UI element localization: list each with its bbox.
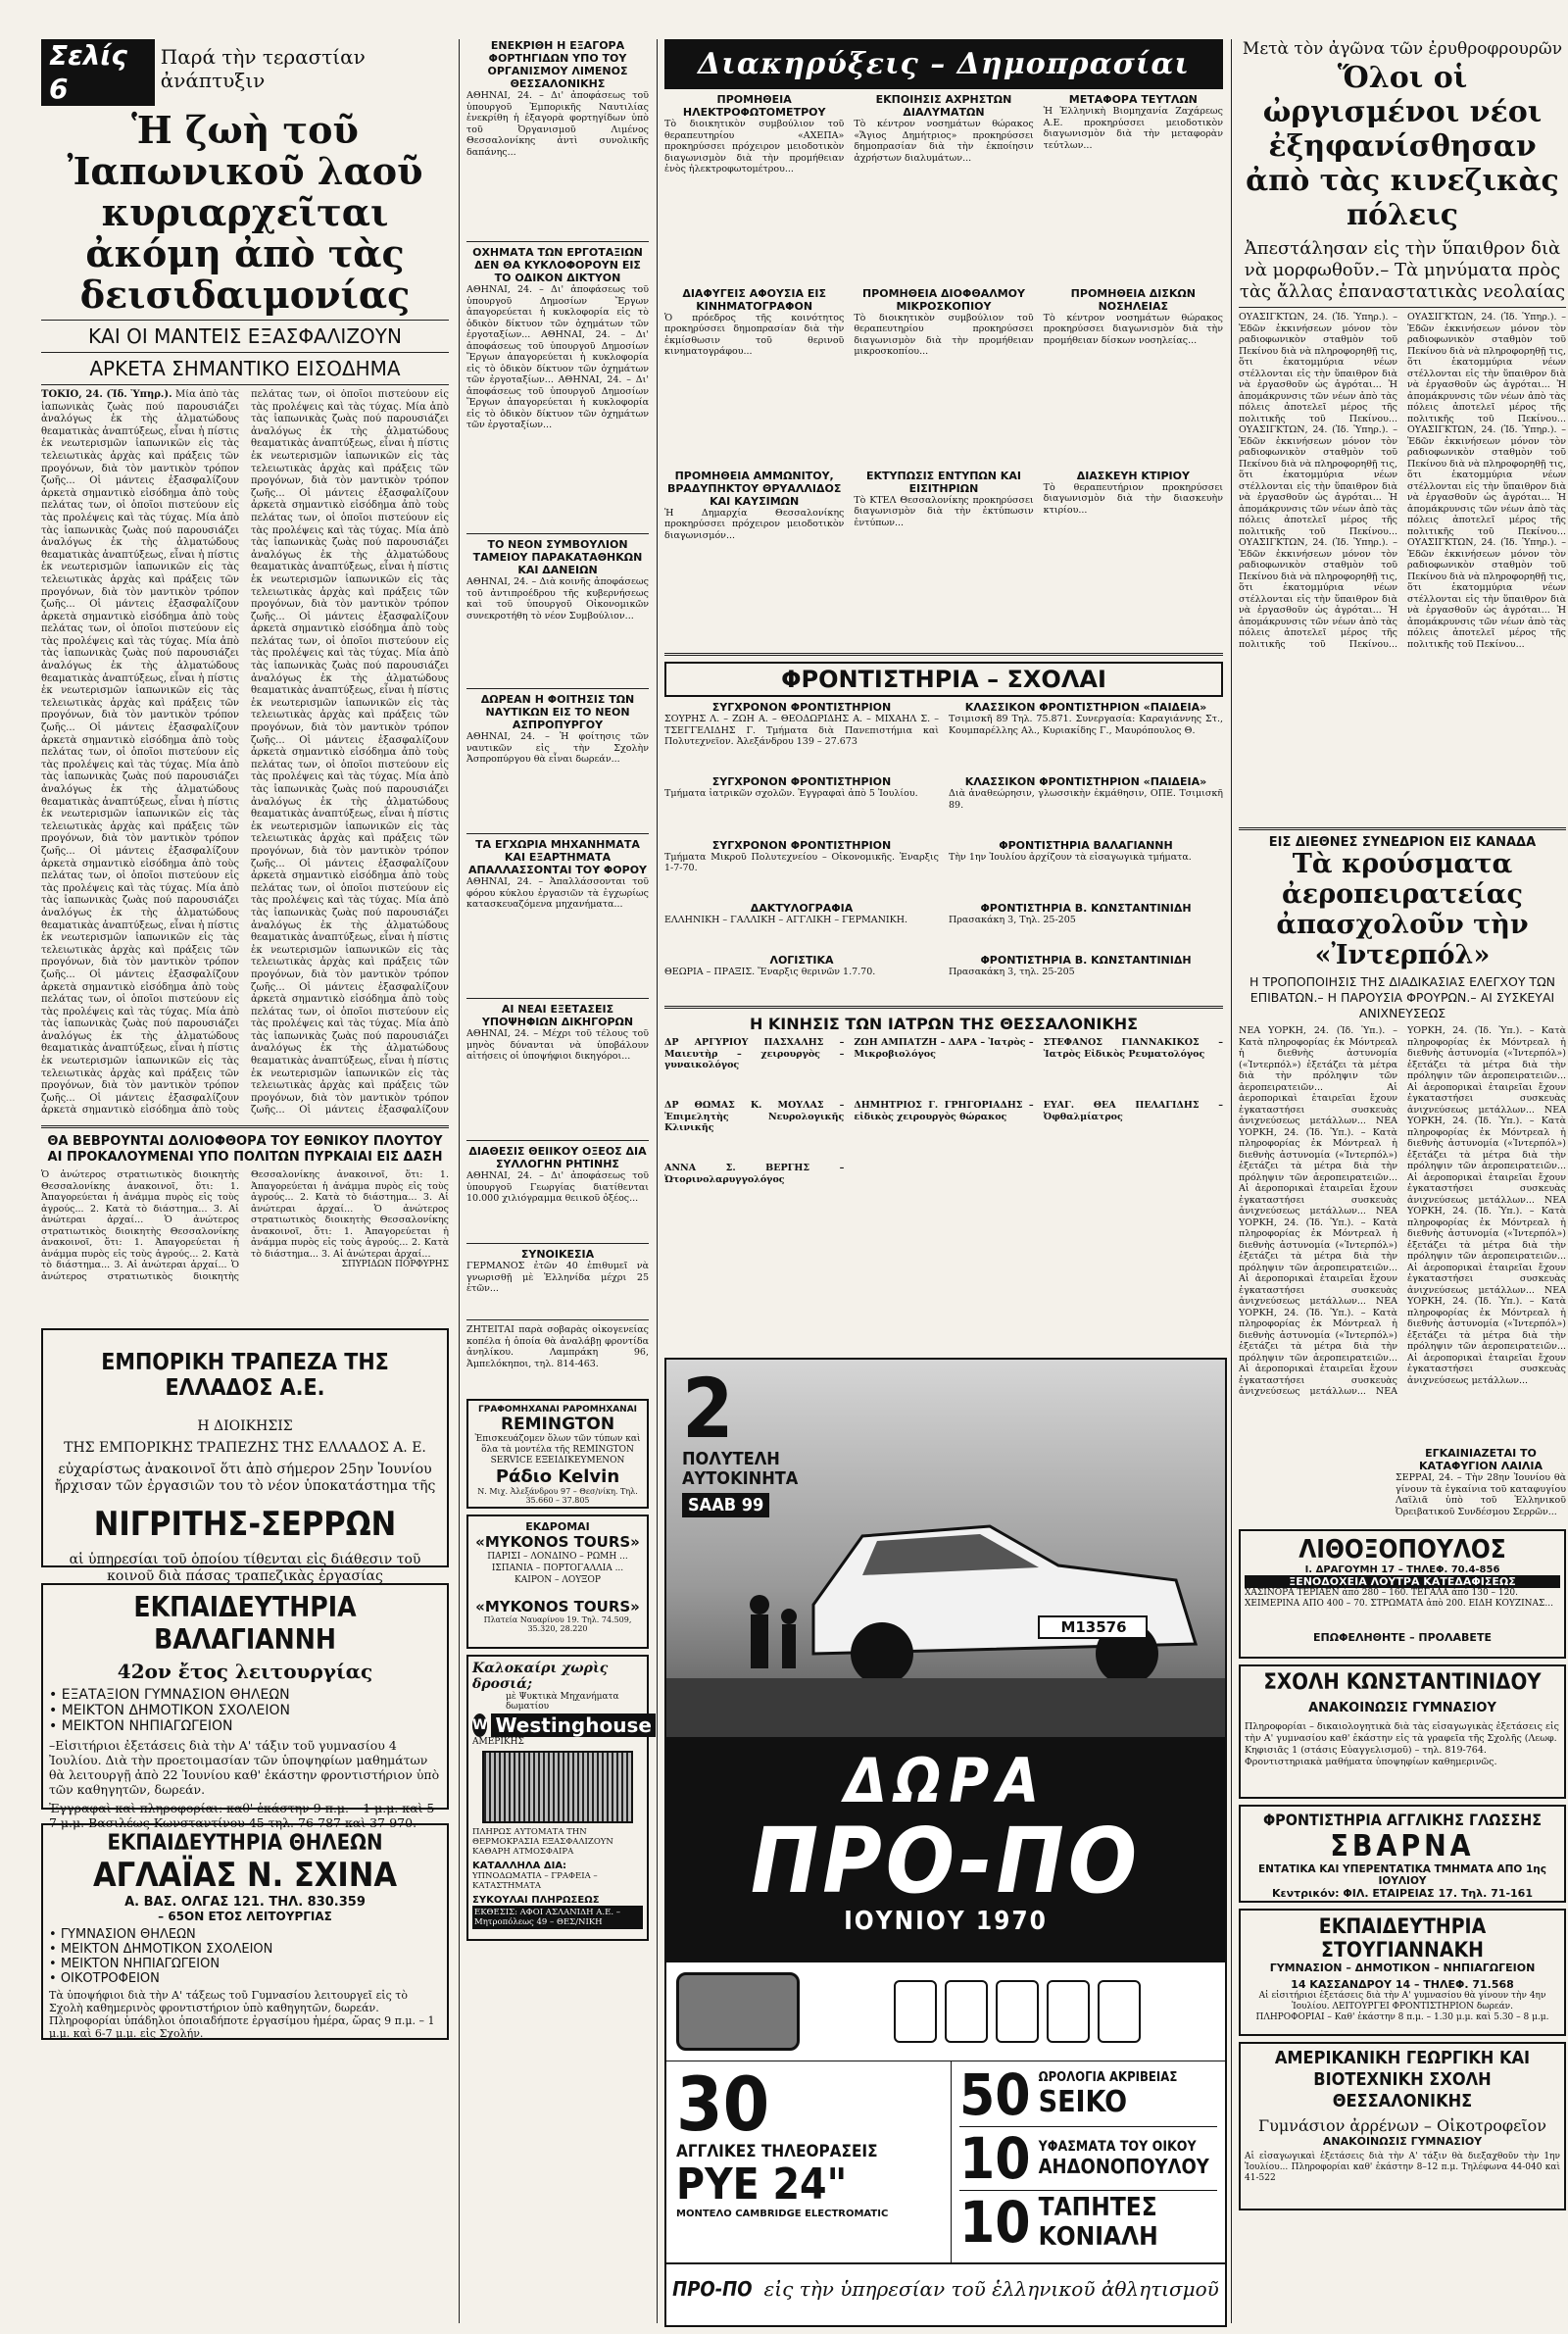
ad-head: ΦΡΟΝΤΙΣΤΗΡΙΑ ΑΓΓΛΙΚΗΣ ΓΛΩΣΣΗΣ (1262, 1811, 1543, 1829)
school-item (664, 954, 939, 1000)
ad-text: Ἐγγραφαὶ καὶ πληροφορίαι: καθ' ἑκάστην 9 π.μ. – 1 μ.μ. καὶ 5–7 μ.μ. Βασιλέως Κωνσταντίνου 45 τηλ. 76-787 καὶ 37-970. (49, 1801, 441, 1830)
ad-item: • ΜΕΙΚΤΟΝ ΔΗΜΟΤΙΚΟΝ ΣΧΟΛΕΙΟΝ (49, 1703, 290, 1718)
school-item-body: Τσιμισκῆ 89 Τηλ. 75.871. Συνεργασία: Καραγιάννης Στ., Κουμπαρέλλης Αλ., Κυριακίδης Γ., Μαυρόπουλος Θ. (949, 714, 1223, 736)
notice-item (664, 287, 844, 464)
schools-title: ΦΡΟΝΤΙΣΤΗΡΙΑ – ΣΧΟΛΑΙ (664, 662, 1223, 697)
ad-info: ΠΛΗΡΟΦΟΡΙΑΙ – Καθ' ἑκάστην 8 π.μ. – 1.30 μ.μ. καὶ 5.30 – 8 μ.μ. (1255, 2012, 1549, 2022)
doctor-item: ΔΡ ΘΩΜΑΣ Κ. ΜΟΥΛΑΣ – Ἐπιμελητὴς Νευρολογικῆς Κλινικῆς (664, 1100, 845, 1134)
article-subhead: Η ΤΡΟΠΟΠΟΙΗΣΙΣ ΤΗΣ ΔΙΑΔΙΚΑΣΙΑΣ ΕΛΕΓΧΟΥ ΤΩΝ ΕΠΙΒΑΤΩΝ.– Η ΠΑΡΟΥΣΙΑ ΦΡΟΥΡΩΝ.– ΑΙ ΣΥΣΚΕΥΑΙ ΑΝΙΧΝΕΥΣΕΩΣ (1250, 974, 1555, 1020)
notice-item-body: Ὁ πρόεδρος τῆς κοινότητος προκηρύσσει δημοπρασίαν διὰ τὴν ἐκμίσθωσιν τοῦ θερινοῦ κινηματογράφου... (664, 312, 845, 357)
ad-brand: REMINGTON (500, 1415, 615, 1434)
prize-brand: ΚΟΝΙΑΛΗ (1038, 2222, 1158, 2252)
ad-text: –Εἰσιτήριοι ἐξετάσεις διὰ τὴν Α' τάξιν τοῦ γυμνασίου 4 Ἰουλίου. Διὰ τὴν προετοιμασίαν τῶν ὑποψηφίων μαθημάτων θὰ λειτουργῇ ἀπὸ 22 Ἰουνίου καθ' ἑκάστην φροντιστήριον ὑπὸ τῶν καθηγητῶν, δωρεάν. (49, 1738, 440, 1797)
classified-title: ΣΥΝΟΙΚΕΣΙΑ (520, 1248, 595, 1261)
ad-branch: ΝΙΓΡΙΤΗΣ-ΣΕΡΡΩΝ (93, 1505, 397, 1544)
article-body: ΑΘΗΝΑΙ, 24. – Δι' ἀποφάσεως τοῦ ὑπουργοῦ Γεωργίας διατίθενται 10.000 χιλιόγραμμα θειικοῦ ὀξέος... (466, 1170, 649, 1204)
prize-count: 30 (676, 2061, 770, 2148)
article-body: ΟΥΑΣΙΓΚΤΩΝ, 24. (Ἰδ. Ὑπηρ.). – Ἐδῶν ἐκκινήσεων μόνον τὸν ραδιοφωνικὸν σταθμὸν τοῦ Πεκίνου διὰ νὰ πληροφορηθῇ τις, ὅτι ἑκατομμύρια νέων στέλλονται εἰς τὴν ὕπαιθρον διὰ νὰ ἐργασθοῦν ὡς ἀγρόται... Ἡ ἀπομάκρυνσις τῶν νέων ἀπὸ τὰς πόλεις ἀποτελεῖ μέρος τῆς πολιτικῆς τοῦ Πεκίνου... (1239, 424, 1397, 537)
ad-store-head: ΚΑΤΑΛΛΗΛΑ ΔΙΑ: (472, 1861, 567, 1871)
ad-westinghouse (466, 1655, 652, 1941)
school-item-title: ΣΥΓΧΡΟΝΟΝ ΦΡΟΝΤΙΣΤΗΡΙΟΝ (711, 775, 892, 788)
ad-propo (664, 1358, 1227, 2327)
license-plate: M13576 (1060, 1618, 1127, 1636)
ad-sub: Γυμνάσιον ἀρρένων – Οἰκοτροφεῖον (1257, 2116, 1546, 2135)
prize-brand: PYE 24" (676, 2160, 848, 2210)
doctor-item: ΕΥΑΓ. ΘΕΑ ΠΕΛΑΓΙΔΗΣ – Ὀφθαλμίατρος (1043, 1100, 1223, 1122)
car-illustration (666, 1360, 1225, 1737)
article-body: ΝΕΑ ΥΟΡΚΗ, 24. (Ἰδ. Ὑπ.). – Κατὰ πληροφορίας ἐκ Μόντρεαλ ἡ διεθνὴς ἀστυνομία («Ἰντερπόλ») ἐξετάζει τὰ μέτρα διὰ τὴν πρόληψιν τῶν ἀεροπειρατειῶν... Αἱ ἀεροπορικαὶ ἑταιρεῖαι ἔχουν ἐγκαταστήσει συσκευὰς ἀνιχνεύσεως μετάλλων... (1407, 1194, 1566, 1296)
doctor-item: ΣΤΕΦΑΝΟΣ ΓΙΑΝΝΑΚΙΚΟΣ – Ἰατρὸς Εἰδικὸς Ρευματολόγος (1043, 1037, 1223, 1060)
article-body: Μία ἀπὸ τὰς ἰαπωνικὰς ζωὰς πού παρουσιάζει ἀναλόγως ἐκ τὴς ἀλματώδους θεαματικὰς ἀναπτύξεως, εἶναι ἡ πίστις ἐκ νεωτερισμῶν ἰαπωνικῶν εἰς τὰς τελειωτικὰς ἀρχὰς καὶ πράξεις τῶν προγόνων, διὰ τὸν μαντικὸν τρόπον ζωῆς... Οἱ μάντεις ἐξασφαλίζουν ἀρκετὰ σημαντικὸ εἰσόδημα ἀπὸ τοὺς πελάτας των, οἱ ὁποῖοι πιστεύουν εἰς τὰς προλέψεις καὶ τὰς τύχας. (251, 771, 449, 907)
article-body: Μία ἀπὸ τὰς ἰαπωνικὰς ζωὰς πού παρουσιάζει ἀναλόγως ἐκ τὴς ἀλματώδους θεαματικὰς ἀναπτύξεως, εἶναι ἡ πίστις ἐκ νεωτερισμῶν ἰαπωνικῶν εἰς τὰς τελειωτικὰς ἀρχὰς καὶ πράξεις τῶν προγόνων, διὰ τὸν μαντικὸν τρόπον ζωῆς... Οἱ μάντεις ἐξασφαλίζουν ἀρκετὰ σημαντικὸ εἰσόδημα ἀπὸ τοὺς πελάτας των, οἱ ὁποῖοι πιστεύουν εἰς τὰς προλέψεις καὶ τὰς τύχας. (41, 635, 239, 770)
ad-sub: ΑΝΑΚΟΙΝΩΣΙΣ ΓΥΜΝΑΣΙΟΥ (1322, 2135, 1483, 2148)
kicker: Μετὰ τὸν ἀγῶνα τῶν ἐρυθροφρουρῶν (1242, 39, 1563, 59)
article-title: ΑΙ ΝΕΑΙ ΕΞΕΤΑΣΕΙΣ ΥΠΟΨΗΦΙΩΝ ΔΙΚΗΓΟΡΩΝ (481, 1003, 634, 1028)
notice-item-body: Τὸ θεραπευτήριον προκηρύσσει διαγωνισμὸν διὰ τὴν διασκευὴν κτιρίου... (1043, 481, 1223, 516)
notice-item-body: Ἡ Δημαρχία Θεσσαλονίκης προκηρύσσει πρόχειρον μειοδοτικὸν διαγωνισμόν... (664, 507, 845, 541)
article-body: ΑΘΗΝΑΙ, 24. – Διὰ κοινῆς ἀποφάσεως τοῦ ἀντιπροέδρου τῆς κυβερνήσεως καὶ τοῦ ὑπουργοῦ Οἰκονομικῶν συνεκροτήθη τὸ νέον Συμβούλιον... (466, 576, 649, 621)
school-item (949, 839, 1223, 897)
notice-item-body: Τὸ διοικητικὸν συμβούλιον τοῦ θεραπευτηρίου προκηρύσσει διαγωνισμὸν διὰ τὴν προμήθειαν μικροσκοπίου... (854, 312, 1034, 357)
article-body: Μία ἀπὸ τὰς ἰαπωνικὰς ζωὰς πού παρουσιάζει ἀναλόγως ἐκ τὴς ἀλματώδους θεαματικὰς ἀναπτύξεως, εἶναι ἡ πίστις ἐκ νεωτερισμῶν ἰαπωνικῶν εἰς τὰς τελειωτικὰς ἀρχὰς καὶ πράξεις τῶν προγόνων, διὰ τὸν μαντικὸν τρόπον ζωῆς... Οἱ μάντεις ἐξασφαλίζουν ἀρκετὰ σημαντικὸ εἰσόδημα ἀπὸ τοὺς πελάτας των, οἱ ὁποῖοι πιστεύουν εἰς τὰς προλέψεις καὶ τὰς τύχας. (41, 882, 239, 1018)
newspaper-page (41, 39, 1566, 2323)
doctors-grid (664, 1037, 1223, 1209)
school-item (949, 701, 1223, 770)
notice-item (854, 470, 1033, 648)
article-body: Μία ἀπὸ τὰς ἰαπωνικὰς ζωὰς πού παρουσιάζει ἀναλόγως ἐκ τὴς ἀλματώδους θεαματικὰς ἀναπτύξεως, εἶναι ἡ πίστις ἐκ νεωτερισμῶν ἰαπωνικῶν εἰς τὰς τελειωτικὰς ἀρχὰς καὶ πράξεις τῶν προγόνων, διὰ τὸν μαντικὸν τρόπον ζωῆς... Οἱ μάντεις ἐξασφαλίζουν ἀρκετὰ σημαντικὸ εἰσόδημα ἀπὸ τοὺς πελάτας των, οἱ ὁποῖοι πιστεύουν εἰς τὰς προλέψεις καὶ τὰς τύχας. (41, 512, 239, 647)
ad-sub: ΑΝΑΚΟΙΝΩΣΙΣ ΓΥΜΝΑΣΙΟΥ (1308, 1701, 1496, 1715)
ad-title: ΣΧΟΛΗ ΚΩΝΣΤΑΝΤΙΝΙΔΟΥ (1263, 1670, 1542, 1695)
article-headline: Τὰ κρούσματα ἀεροπειρατείας ἀπασχολοῦν τὴν «Ἰντερπόλ» (1276, 849, 1529, 970)
doctors-title: Η ΚΙΝΗΣΙΣ ΤΩΝ ΙΑΤΡΩΝ ΤΗΣ ΘΕΣΣΑΛΟΝΙΚΗΣ (749, 1015, 1139, 1033)
ad-brand: Westinghouse (491, 1713, 655, 1737)
tv-icon (676, 1972, 800, 2051)
article-body: ΝΕΑ ΥΟΡΚΗ, 24. (Ἰδ. Ὑπ.). – Κατὰ πληροφορίας ἐκ Μόντρεαλ ἡ διεθνὴς ἀστυνομία («Ἰντερπόλ») ἐξετάζει τὰ μέτρα διὰ τὴν πρόληψιν τῶν ἀεροπειρατειῶν... Αἱ ἀεροπορικαὶ ἑταιρεῖαι ἔχουν ἐγκαταστήσει συσκευὰς ἀνιχνεύσεως μετάλλων... (1239, 1025, 1397, 1126)
prize-brand: SAAB 99 (682, 1493, 769, 1517)
notice-item (664, 470, 844, 648)
doctor-item: ΔΡ ΑΡΓΥΡΙΟΥ ΠΑΣΧΑΛΗΣ – Μαιευτὴρ – χειρουργὸς – γυναικολόγος (664, 1037, 845, 1070)
notice-item-title: ΜΕΤΑΦΟΡΑ ΤΕΥΤΛΩΝ (1068, 93, 1198, 106)
article-title: ΔΩΡΕΑΝ Η ΦΟΙΤΗΣΙΣ ΤΩΝ ΝΑΥΤΙΚΩΝ ΕΙΣ ΤΟ ΝΕΟΝ ΑΣΠΡΟΠΥΡΓΟΥ (480, 693, 635, 731)
ad-address: 14 ΚΑΣΣΑΝΔΡΟΥ 14 – ΤΗΛΕΦ. 71.568 (1291, 1978, 1514, 1991)
ad-name: ΛΙΘΟΞΟΠΟΥΛΟΣ (1298, 1535, 1506, 1564)
school-item-title: ΣΥΓΧΡΟΝΟΝ ΦΡΟΝΤΙΣΤΗΡΙΟΝ (711, 701, 892, 714)
notice-item (1044, 93, 1223, 281)
ad-title: ΑΜΕΡΙΚΑΝΙΚΗ ΓΕΩΡΓΙΚΗ ΚΑΙ ΒΙΟΤΕΧΝΙΚΗ ΣΧΟΛΗ ΘΕΣΣΑΛΟΝΙΚΗΣ (1274, 2048, 1531, 2111)
article-title: ΕΙΣ ΔΙΕΘΝΕΣ ΣΥΝΕΔΡΙΟΝ ΕΙΣ ΚΑΝΑΔΑ (1268, 835, 1537, 850)
ad-month: ΙΟΥΝΙΟΥ 1970 (844, 1907, 1048, 1936)
ad-distributor-address: ΕΚΘΕΣΙΣ: ΑΦΟΙ ΑΣΛΑΝΙΔΗ Α.Ε. – Μητροπόλεως 49 – ΘΕΣ/ΝΙΚΗ (472, 1906, 643, 1929)
article-body: ΟΥΑΣΙΓΚΤΩΝ, 24. (Ἰδ. Ὑπηρ.). – Ἐδῶν ἐκκινήσεων μόνον τὸν ραδιοφωνικὸν σταθμὸν τοῦ Πεκίνου διὰ νὰ πληροφορηθῇ τις, ὅτι ἑκατομμύρια νέων στέλλονται εἰς τὴν ὕπαιθρον διὰ νὰ ἐργασθοῦν ὡς ἀγρόται... Ἡ ἀπομάκρυνσις τῶν νέων ἀπὸ τὰς πόλεις ἀποτελεῖ μέρος τῆς πολιτικῆς τοῦ Πεκίνου... (1407, 312, 1566, 424)
school-item-title: ΛΟΓΙΣΤΙΚΑ (769, 954, 834, 967)
school-item-body: ΕΛΛΗΝΙΚΗ – ΓΑΛΛΙΚΗ – ΑΓΓΛΙΚΗ – ΓΕΡΜΑΝΙΚΗ. (664, 915, 908, 925)
notice-item-body: Ἡ Ἑλληνικὴ Βιομηχανία Ζαχάρεως Α.Ε. προκηρύσσει μειοδοτικὸν διαγωνισμὸν διὰ τὴν μεταφορὰν τεύτλων... (1043, 106, 1223, 151)
article-body: ΑΘΗΝΑΙ, 24. – Ἀπαλλάσσονται τοῦ φόρου κύκλου ἐργασιῶν τὰ ἐγχωρίως κατασκευαζόμενα μηχανήματα... (466, 876, 649, 910)
article-body: Ὁ ἀνώτερος στρατιωτικὸς διοικητὴς Θεσσαλονίκης ἀνακοινοῖ, ὅτι: 1. Ἀπαγορεύεται ἡ ἀνάμμα πυρὸς εἰς τοὺς ἀγρούς... 2. Κατὰ τὸ διάστημα... 3. Αἱ ἀνώτεραι ἀρχαί... (41, 1215, 239, 1270)
article-body: Ὁ ἀνώτερος στρατιωτικὸς διοικητὴς Θεσσαλονίκης ἀνακοινοῖ, ὅτι: 1. Ἀπαγορεύεται ἡ ἀνάμμα πυρὸς εἰς τοὺς ἀγρούς... 2. Κατὰ τὸ διάστημα... 3. Αἱ ἀνώτεραι ἀρχαί... (41, 1169, 449, 1282)
article-body: ΑΘΗΝΑΙ, 24. – Μέχρι τοῦ τέλους τοῦ μηνὸς δύνανται νὰ ὑποβάλουν αἰτήσεις οἱ ὑποψήφιοι δικηγόροι... (466, 1028, 649, 1062)
article-body: Μία ἀπὸ τὰς ἰαπωνικὰς ζωὰς πού παρουσιάζει ἀναλόγως ἐκ τὴς ἀλματώδους θεαματικὰς ἀναπτύξεως, εἶναι ἡ πίστις ἐκ νεωτερισμῶν ἰαπωνικῶν εἰς τὰς τελειωτικὰς ἀρχὰς καὶ πράξεις τῶν προγόνων, διὰ τὸν μαντικὸν τρόπον ζωῆς... Οἱ μάντεις ἐξασφαλίζουν ἀρκετὰ σημαντικὸ εἰσόδημα ἀπὸ τοὺς πελάτας των, οἱ ὁποῖοι πιστεύουν εἰς τὰς προλέψεις καὶ τὰς τύχας. (251, 524, 449, 660)
ad-year: 42ον ἔτος λειτουργίας (117, 1660, 373, 1683)
article-body: Μία ἀπὸ τὰς ἰαπωνικὰς ζωὰς πού παρουσιάζει ἀναλόγως ἐκ τὴς ἀλματώδους θεαματικὰς ἀναπτύξεως, εἶναι ἡ πίστις ἐκ νεωτερισμῶν ἰαπωνικῶν εἰς τὰς τελειωτικὰς ἀρχὰς καὶ πράξεις τῶν προγόνων, διὰ τὸν μαντικὸν τρόπον ζωῆς... Οἱ μάντεις ἐξασφαλίζουν ἀρκετὰ σημαντικὸ εἰσόδημα ἀπὸ τοὺς πελάτας των, οἱ ὁποῖοι πιστεύουν εἰς τὰς προλέψεις καὶ τὰς τύχας. (41, 389, 449, 1117)
doctor-item: ΖΩΗ ΑΜΠΑΤΖΗ – ΔΑΡΑ – Ἰατρὸς – Μικροβιολόγος (854, 1037, 1034, 1060)
school-item-body: Πρασακάκη 3, Τηλ. 25-205 (949, 915, 1076, 925)
ad-text: εὐχαρίστως ἀνακοινοῖ ὅτι ἀπὸ σήμερον 25ην Ἰουνίου ἤρχισαν τῶν ἐργασιῶν του τὸ νέον ὑποκατάστημα τῆς (54, 1462, 436, 1494)
prize-label: ΥΦΑΣΜΑΤΑ ΤΟΥ ΟΙΚΟΥ (1038, 2139, 1197, 2155)
school-item-title: ΣΥΓΧΡΟΝΟΝ ΦΡΟΝΤΙΣΤΗΡΙΟΝ (711, 838, 892, 852)
article-title: ΟΧΗΜΑΤΑ ΤΩΝ ΕΡΓΟΤΑΞΙΩΝ ΔΕΝ ΘΑ ΚΥΚΛΟΦΟΡΟΥΝ ΕΙΣ ΤΟ ΟΔΙΚΟΝ ΔΙΚΤΥΟΝ (472, 246, 643, 284)
article-body: ΝΕΑ ΥΟΡΚΗ, 24. (Ἰδ. Ὑπ.). – Κατὰ πληροφορίας ἐκ Μόντρεαλ ἡ διεθνὴς ἀστυνομία («Ἰντερπόλ») ἐξετάζει τὰ μέτρα διὰ τὴν πρόληψιν τῶν ἀεροπειρατειῶν... Αἱ ἀεροπορικαὶ ἑταιρεῖαι ἔχουν ἐγκαταστήσει συσκευὰς ἀνιχνεύσεως μετάλλων... (1239, 1296, 1397, 1397)
ad-name: ΑΓΛΑΪΑΣ Ν. ΣΧΙΝΑ (92, 1856, 398, 1895)
ad-year: – 65ΟΝ ΕΤΟΣ ΛΕΙΤΟΥΡΓΙΑΣ (158, 1910, 332, 1923)
ad-title: ΕΚΠΑΙΔΕΥΤΗΡΙΑ ΣΤΟΥΓΙΑΝΝΑΚΗ (1318, 1914, 1487, 1962)
ad-schina (41, 1823, 449, 2040)
ad-emporiki-bank (41, 1328, 449, 1584)
article-title: ΤΑ ΕΓΧΩΡΙΑ ΜΗΧΑΝΗΜΑΤΑ ΚΑΙ ΕΞΑΡΤΗΜΑΤΑ ΑΠΑΛΛΑΣΣΟΝΤΑΙ ΤΟΥ ΦΟΡΟΥ (467, 838, 648, 876)
notice-item-title: ΠΡΟΜΗΘΕΙΑ ΑΜΜΩΝΙΤΟΥ, ΒΡΑΔΥΠΗΚΤΟΥ ΘΡΥΑΛΛΙΔΟΣ ΚΑΙ ΚΑΥΣΙΜΩΝ (666, 469, 842, 508)
prize-label: ΠΟΛΥΤΕΛΗ ΑΥΤΟΚΙΝΗΤΑ (682, 1449, 799, 1489)
prize-brand: SEIKO (1038, 2085, 1128, 2119)
ad-item: • ΜΕΙΚΤΟΝ ΝΗΠΙΑΓΩΓΕΙΟΝ (49, 1718, 233, 1734)
ad-distributor: ΣΥΚΟΥΛΑΙ ΠΛΗΡΩΣΕΩΣ (472, 1895, 600, 1906)
school-item-body: Τὴν 1ην Ἰουλίου ἀρχίζουν τὰ εἰσαγωγικὰ τμήματα. (949, 851, 1192, 863)
car-icon (813, 1526, 1196, 1685)
ad-title: ΕΜΠΟΡΙΚΗ ΤΡΑΠΕΖΑ ΤΗΣ ΕΛΛΑΔΟΣ Α.Ε. (101, 1350, 389, 1401)
notice-item-title: ΠΡΟΜΗΘΕΙΑ ΗΛΕΚΤΡΟΦΩΤΟΜΕΤΡΟΥ (682, 93, 826, 119)
subhead: ΑΡΚΕΤΑ ΣΗΜΑΝΤΙΚΟ ΕΙΣΟΔΗΜΑ (89, 357, 401, 380)
notices-grid (664, 93, 1223, 647)
article-body: ΟΥΑΣΙΓΚΤΩΝ, 24. (Ἰδ. Ὑπηρ.). – Ἐδῶν ἐκκινήσεων μόνον τὸν ραδιοφωνικὸν σταθμὸν τοῦ Πεκίνου διὰ νὰ πληροφορηθῇ τις, ὅτι ἑκατομμύρια νέων στέλλονται εἰς τὴν ὕπαιθρον διὰ νὰ ἐργασθοῦν ὡς ἀγρόται... Ἡ ἀπομάκρυνσις τῶν νέων ἀπὸ τὰς πόλεις ἀποτελεῖ μέρος τῆς πολιτικῆς τοῦ Πεκίνου... (1407, 424, 1566, 537)
ad-konstantinidou (1239, 1664, 1566, 1799)
prize-count: 50 (959, 2061, 1031, 2128)
article-body: ΝΕΑ ΥΟΡΚΗ, 24. (Ἰδ. Ὑπ.). – Κατὰ πληροφορίας ἐκ Μόντρεαλ ἡ διεθνὴς ἀστυνομία («Ἰντερπόλ») ἐξετάζει τὰ μέτρα διὰ τὴν πρόληψιν τῶν ἀεροπειρατειῶν... Αἱ ἀεροπορικαὶ ἑταιρεῖαι ἔχουν ἐγκαταστήσει συσκευὰς ἀνιχνεύσεως μετάλλων... (1407, 1104, 1566, 1206)
notice-item-body: Τὸ ΚΤΕΛ Θεσσαλονίκης προκηρύσσει διαγωνισμὸν διὰ τὴν ἐκτύπωσιν ἐντύπων... (854, 494, 1034, 528)
article-body: Μία ἀπὸ τὰς ἰαπωνικὰς ζωὰς πού παρουσιάζει ἀναλόγως ἐκ τὴς ἀλματώδους θεαματικὰς ἀναπτύξεως, εἶναι ἡ πίστις ἐκ νεωτερισμῶν ἰαπωνικῶν εἰς τὰς τελειωτικὰς ἀρχὰς καὶ πράξεις τῶν προγόνων, διὰ τὸν μαντικὸν τρόπον ζωῆς... Οἱ μάντεις ἐξασφαλίζουν ἀρκετὰ σημαντικὸ εἰσόδημα ἀπὸ τοὺς πελάτας των, οἱ ὁποῖοι πιστεύουν εἰς τὰς προλέψεις καὶ τὰς τύχας. (251, 648, 449, 783)
article-title: ΕΓΚΑΙΝΙΑΖΕΤΑΙ ΤΟ ΚΑΤΑΦΥΓΙΟΝ ΛΑΙΛΙΑ (1418, 1447, 1544, 1472)
school-item-title: ΚΛΑΣΣΙΚΟΝ ΦΡΟΝΤΙΣΤΗΡΙΟΝ «ΠΑΙΔΕΙΑ» (964, 775, 1207, 788)
article-body: ΑΘΗΝΑΙ, 24. – Ἡ φοίτησις τῶν ναυτικῶν εἰς τὴν Σχολὴν Ἀσπροπύργου θὰ εἶναι δωρεάν... (466, 731, 649, 765)
subhead: ΚΑΙ ΟΙ ΜΑΝΤΕΙΣ ΕΞΑΣΦΑΛΙΖΟΥΝ (88, 324, 402, 348)
ad-footer: ΕΠΩΦΕΛΗΘΗΤΕ – ΠΡΟΛΑΒΕΤΕ (1313, 1631, 1492, 1644)
ad-text: Αἱ εἰσαγωγικαὶ ἐξετάσεις διὰ τὴν Α' τάξιν θὰ διεξαχθοῦν τὴν 1ην Ἰουλίου... Πληροφορίαι καθ' ἑκάστην 8–12 π.μ. Τηλέφωνα 44-040 καὶ 41-522 (1245, 2152, 1560, 2183)
ad-item: • ΓΥΜΝΑΣΙΟΝ ΘΗΛΕΩΝ (49, 1927, 196, 1942)
ad-lithoxopoulos (1239, 1529, 1566, 1659)
prize-label: ΑΓΓΛΙΚΕΣ ΤΗΛΕΟΡΑΣΕΙΣ (676, 2142, 878, 2161)
ad-address: Ν. Μιχ. Ἀλεξάνδρου 97 – Θεσ/νίκη. Τηλ. 35.660 – 37.805 (477, 1487, 638, 1505)
article-body: ΝΕΑ ΥΟΡΚΗ, 24. (Ἰδ. Ὑπ.). – Κατὰ πληροφορίας ἐκ Μόντρεαλ ἡ διεθνὴς ἀστυνομία («Ἰντερπόλ») ἐξετάζει τὰ μέτρα διὰ τὴν πρόληψιν τῶν ἀεροπειρατειῶν... Αἱ ἀεροπορικαὶ ἑταιρεῖαι ἔχουν ἐγκαταστήσει συσκευὰς ἀνιχνεύσεως μετάλλων... (1407, 1284, 1566, 1386)
school-item (949, 775, 1223, 833)
column-5 (1239, 39, 1566, 2216)
article-body: Ὁ ἀνώτερος στρατιωτικὸς διοικητὴς Θεσσαλονίκης ἀνακοινοῖ, ὅτι: 1. Ἀπαγορεύεται ἡ ἀνάμμα πυρὸς εἰς τοὺς ἀγρούς... 2. Κατὰ τὸ διάστημα... 3. Αἱ ἀνώτεραι ἀρχαί... (41, 1169, 239, 1225)
ad-stougiannaki (1239, 1909, 1566, 2036)
notice-item (664, 93, 844, 281)
ad-sub: ΓΥΜΝΑΣΙΟΝ – ΔΗΜΟΤΙΚΟΝ – ΝΗΠΙΑΓΩΓΕΙΟΝ (1269, 1962, 1536, 1974)
prize-label: ΩΡΟΛΟΓΙΑ ΑΚΡΙΒΕΙΑΣ (1038, 2070, 1178, 2085)
article-body: ΝΕΑ ΥΟΡΚΗ, 24. (Ἰδ. Ὑπ.). – Κατὰ πληροφορίας ἐκ Μόντρεαλ ἡ διεθνὴς ἀστυνομία («Ἰντερπόλ») ἐξετάζει τὰ μέτρα διὰ τὴν πρόληψιν τῶν ἀεροπειρατειῶν... Αἱ ἀεροπορικαὶ ἑταιρεῖαι ἔχουν ἐγκαταστήσει συσκευὰς ἀνιχνεύσεως μετάλλων... (1375, 1025, 1566, 1397)
classified: ΖΗΤΕΙΤΑΙ παρὰ σοβαρὰς οἰκογενείας κοπέλα ἡ ὁποία θὰ ἀναλάβῃ φροντίδα ἀνηλίκου. Λαμπράκη 96, Ἀμπελόκηποι, τηλ. 814-463. (466, 1324, 649, 1369)
ad-sub: μὲ Ψυκτικὰ Μηχανήματα δωματίου (506, 1692, 619, 1712)
school-item (664, 902, 939, 948)
ad-text: Ἐπισκευάζομεν ὅλων τῶν τύπων καὶ ὅλα τὰ μοντέλα τῆς REMINGTON SERVICE ΕΞΕΙΔΙΚΕΥΜΕΝΟΝ (474, 1434, 641, 1465)
ad-text: αἱ ὑπηρεσίαι τοῦ ὁποίου τίθενται εἰς διάθεσιν τοῦ κοινοῦ διὰ πάσας τραπεζικὰς ἐργασίας (69, 1552, 421, 1584)
school-item-body: Πρασακάκη 3, τηλ. 25-205 (949, 967, 1075, 977)
notice-item-title: ΠΡΟΜΗΘΕΙΑ ΔΙΟΦΘΑΛΜΟΥ ΜΙΚΡΟΣΚΟΠΙΟΥ (861, 286, 1025, 313)
school-item-body: Τμήματα ἰατρικῶν σχολῶν. Ἐγγραφαὶ ἀπὸ 5 Ἰουλίου. (664, 788, 918, 799)
dateline: ΤΟΚΙΟ, 24. (Ἰδ. Ὑπηρ.). (41, 389, 172, 400)
notice-item (854, 287, 1033, 464)
doctor-item: ΑΝΝΑ Σ. ΒΕΡΓΗΣ – Ὠτορινολαρυγγολόγος (664, 1163, 845, 1185)
article-body: ΣΕΡΡΑΙ, 24. – Τὴν 28ην Ἰουνίου θὰ γίνουν τὰ ἐγκαίνια τοῦ καταφυγίου Λαϊλιᾶ ὑπὸ τοῦ Ἑλληνικοῦ Ὀρειβατικοῦ Συνδέσμου Σερρῶν... (1396, 1472, 1566, 1517)
article-body: Μία ἀπὸ τὰς ἰαπωνικὰς ζωὰς πού παρουσιάζει ἀναλόγως ἐκ τὴς ἀλματώδους θεαματικὰς ἀναπτύξεως, εἶναι ἡ πίστις ἐκ νεωτερισμῶν ἰαπωνικῶν εἰς τὰς τελειωτικὰς ἀρχὰς καὶ πράξεις τῶν προγόνων, διὰ τὸν μαντικὸν τρόπον ζωῆς... Οἱ μάντεις ἐξασφαλίζουν ἀρκετὰ σημαντικὸ εἰσόδημα ἀπὸ τοὺς πελάτας των, οἱ ὁποῖοι πιστεύουν εἰς τὰς προλέψεις καὶ τὰς τύχας. (41, 759, 239, 894)
headline: Ἡ ζωὴ τοῦ Ἰαπωνικοῦ λαοῦ κυριαρχεῖται ἀκόμη ἀπὸ τὰς δεισιδαιμονίας (67, 108, 423, 317)
prize-label: ΤΑΠΗΤΕΣ (1038, 2193, 1157, 2222)
children-silhouette-icon (750, 1595, 797, 1668)
westinghouse-logo-icon: W (472, 1713, 487, 1737)
notice-item-body: Τὸ κέντρον νοσημάτων θώρακος προκηρύσσει διαγωνισμὸν διὰ τὴν προμήθειαν δίσκων νοσηλείας... (1043, 312, 1223, 346)
article-body: Ὁ ἀνώτερος στρατιωτικὸς διοικητὴς Θεσσαλονίκης ἀνακοινοῖ, ὅτι: 1. Ἀπαγορεύεται ἡ ἀνάμμα πυρὸς εἰς τοὺς ἀγρούς... 2. Κατὰ τὸ διάστημα... 3. Αἱ ἀνώτεραι ἀρχαί... (251, 1203, 449, 1260)
ad-svarna (1239, 1805, 1566, 1903)
article-body: ΟΥΑΣΙΓΚΤΩΝ, 24. (Ἰδ. Ὑπηρ.). – Ἐδῶν ἐκκινήσεων μόνον τὸν ραδιοφωνικὸν σταθμὸν τοῦ Πεκίνου διὰ νὰ πληροφορηθῇ τις, ὅτι ἑκατομμύρια νέων στέλλονται εἰς τὴν ὕπαιθρον διὰ νὰ ἐργασθοῦν ὡς ἀγρόται... Ἡ ἀπομάκρυνσις τῶν νέων ἀπὸ τὰς πόλεις ἀποτελεῖ μέρος τῆς πολιτικῆς τοῦ Πεκίνου... (1407, 537, 1566, 650)
ad-address: Κεντρικόν: ΦΙΛ. ΕΤΑΙΡΕΙΑΣ 17. Τηλ. 71-161 (1272, 1887, 1533, 1900)
notice-item (1044, 470, 1223, 648)
school-item-title: ΦΡΟΝΤΙΣΤΗΡΙΑ ΒΑΛΑΓΙΑΝΝΗ (999, 838, 1173, 852)
subhead: Ἀπεστάλησαν εἰς τὴν ὕπαιθρον διὰ νὰ μορφωθοῦν.– Τὰ μηνύματα πρὸς τὰς ἄλλας ἐπαναστατικὰς νεολαίας (1239, 238, 1566, 302)
ad-item: • ΜΕΙΚΤΟΝ ΔΗΜΟΤΙΚΟΝ ΣΧΟΛΕΙΟΝ (49, 1942, 273, 1957)
article-title: ΔΙΑΘΕΣΙΣ ΘΕΙΙΚΟΥ ΟΞΕΟΣ ΔΙΑ ΣΥΛΛΟΓΗΝ ΡΗΤΙΝΗΣ (468, 1145, 647, 1170)
notice-item-title: ΔΙΑΦΥΓΕΙΣ ΑΦΟΥΣΙΑ ΕΙΣ ΚΙΝΗΜΑΤΟΓΡΑΦΟΝ (682, 286, 826, 313)
article-body: ΑΘΗΝΑΙ, 24. – Δι' ἀποφάσεως τοῦ ὑπουργοῦ Δημοσίων Ἔργων ἀπαγορεύεται ἡ κυκλοφορία εἰς τὸ ὁδικὸν δίκτυον τῶν ὀχημάτων τῶν ἐργοταξίων... (466, 284, 649, 340)
notice-item (854, 93, 1033, 281)
article-title: ΕΝΕΚΡΙΘΗ Η ΕΞΑΓΟΡΑ ΦΟΡΤΗΓΙΔΩΝ ΥΠΟ ΤΟΥ ΟΡΓΑΝΙΣΜΟΥ ΛΙΜΕΝΟΣ ΘΕΣΣΑΛΟΝΙΚΗΣ (487, 39, 628, 90)
watches-icon (809, 1962, 1225, 2061)
ad-head: Καλοκαίρι χωρὶς δροσιά; (472, 1661, 609, 1692)
ad-text: Η ΔΙΟΙΚΗΣΙΣ (197, 1418, 293, 1434)
article-body: ΟΥΑΣΙΓΚΤΩΝ, 24. (Ἰδ. Ὑπηρ.). – Ἐδῶν ἐκκινήσεων μόνον τὸν ραδιοφωνικὸν σταθμὸν τοῦ Πεκίνου διὰ νὰ πληροφορηθῇ τις, ὅτι ἑκατομμύρια νέων στέλλονται εἰς τὴν ὕπαιθρον διὰ νὰ ἐργασθοῦν ὡς ἀγρόται... Ἡ ἀπομάκρυνσις τῶν νέων ἀπὸ τὰς πόλεις ἀποτελεῖ μέρος τῆς πολιτικῆς τοῦ Πεκίνου... (1239, 537, 1397, 650)
ad-footer-text: εἰς τὴν ὑπηρεσίαν τοῦ ἑλληνικοῦ ἀθλητισμοῦ (763, 2277, 1219, 2301)
school-item (664, 839, 939, 897)
column-2 (466, 39, 652, 1947)
notice-item-title: ΔΙΑΣΚΕΥΗ ΚΤΙΡΙΟΥ (1076, 469, 1190, 482)
ad-store-text: ΥΠΝΟΔΩΜΑΤΙΑ – ΓΡΑΦΕΙΑ – ΚΑΤΑΣΤΗΜΑΤΑ (472, 1871, 598, 1891)
notice-item-body: Τὸ διοικητικὸν συμβούλιον τοῦ θεραπευτηρίου «ΑΧΕΠΑ» προκηρύσσει πρόχειρον μειοδοτικὸν διαγωνισμὸν διὰ τὴν προμήθειαν ἑνὸς ἠλεκτροφωτομέτρου... (664, 119, 845, 174)
ad-shop: Ράδιο Kelvin (495, 1466, 620, 1487)
school-item-body: Τμήματα Μικροῦ Πολυτεχνείου – Οἰκονομικῆς. Ἐναρξις 1-7-70. (664, 851, 939, 873)
ad-head: ΓΡΑΦΟΜΗΧΑΝΑΙ ΡΑΡΟΜΗΧΑΝΑΙ (477, 1405, 638, 1415)
school-item (664, 775, 939, 833)
notice-item-body: Τὸ κέντρον νοσημάτων θώρακος «Ἄγιος Δημήτριος» προκηρύσσει δημοπρασίαν διὰ τὴν ἐκποίησιν ἀχρήστων διαλυμάτων... (854, 119, 1034, 164)
ad-address: Ι. ΔΡΑΓΟΥΜΗ 17 – ΤΗΛΕΦ. 70.4-856 (1304, 1564, 1500, 1575)
school-item (949, 902, 1223, 948)
ad-valagianni (41, 1583, 449, 1830)
article-body: Μία ἀπὸ τὰς ἰαπωνικὰς ζωὰς πού παρουσιάζει ἀναλόγως ἐκ τὴς ἀλματώδους θεαματικὰς ἀναπτύξεως, εἶναι ἡ πίστις ἐκ νεωτερισμῶν ἰαπωνικῶν εἰς τὰς τελειωτικὰς ἀρχὰς καὶ πράξεις τῶν προγόνων, διὰ τὸν μαντικὸν τρόπον ζωῆς... Οἱ μάντεις ἐξασφαλίζουν ἀρκετὰ σημαντικὸ εἰσόδημα ἀπὸ τοὺς πελάτας των, οἱ ὁποῖοι πιστεύουν εἰς τὰς προλέψεις καὶ τὰς τύχας. (251, 401, 449, 536)
school-item-title: ΚΛΑΣΣΙΚΟΝ ΦΡΟΝΤΙΣΤΗΡΙΟΝ «ΠΑΙΔΕΙΑ» (964, 701, 1207, 714)
article-body: ΑΘΗΝΑΙ, 24. – Δι' ἀποφάσεως τοῦ ὑπουργοῦ Δημοσίων Ἔργων ἀπαγορεύεται ἡ κυκλοφορία εἰς τὸ ὁδικὸν δίκτυον τῶν ὀχημάτων τῶν ἐργοταξίων... (466, 329, 649, 385)
ad-title: ΕΚΠΑΙΔΕΥΤΗΡΙΑ ΒΑΛΑΓΙΑΝΝΗ (133, 1591, 357, 1656)
school-item-body: ΣΟΥΡΗΣ Λ. – ΖΩΗ Α. – ΘΕΟΔΩΡΙΔΗΣ Α. – ΜΙΧΑΗΛ Σ. – ΤΣΕΓΓΕΛΙΔΗΣ Γ. Τμήματα διὰ Πανεπιστήμια καὶ Πολυτεχνεῖον. Ἀλεξάνδρου 139 – 27.673 (664, 714, 939, 747)
ad-text: Πληροφορίαι – δικαιολογητικὰ διὰ τὰς εἰσαγωγικὰς ἐξετάσεις εἰς τὴν Α' γυμνασίου καθ' ἑκάστην εἰς τὰ γραφεῖα τῆς Σχολῆς (Λεωφ. Κηφισιᾶς 1 (στάσις Εὐαγγελισμοῦ) – τηλ. 819-764. Φροντιστηριακὰ μαθήματα ὑποψηφίων καθημερινῶς. (1245, 1721, 1559, 1767)
notice-item (1044, 287, 1223, 464)
article-body: Μία ἀπὸ τὰς ἰαπωνικὰς ζωὰς πού παρουσιάζει ἀναλόγως ἐκ τὴς ἀλματώδους θεαματικὰς ἀναπτύξεως, εἶναι ἡ πίστις ἐκ νεωτερισμῶν ἰαπωνικῶν εἰς τὰς τελειωτικὰς ἀρχὰς καὶ πράξεις τῶν προγόνων, διὰ τὸν μαντικὸν τρόπον ζωῆς... Οἱ μάντεις ἐξασφαλίζουν ἀρκετὰ σημαντικὸ εἰσόδημα ἀπὸ τοὺς πελάτας των, οἱ ὁποῖοι πιστεύουν εἰς τὰς προλέψεις καὶ τὰς τύχας. (251, 895, 449, 1030)
ad-brand: «MYKONOS TOURS» (475, 1533, 640, 1551)
school-item-body: Διὰ ἀναθεώρησιν, γλωσσικὴν ἐκμάθησιν, ΟΠΕ. Τσιμισκῆ 89. (949, 788, 1223, 811)
school-item (664, 701, 939, 770)
ad-item: • ΟΙΚΟΤΡΟΦΕΙΟΝ (49, 1971, 160, 1986)
schools-grid (664, 701, 1223, 1000)
article-body: ΟΥΑΣΙΓΚΤΩΝ, 24. (Ἰδ. Ὑπηρ.). – Ἐδῶν ἐκκινήσεων μόνον τὸν ραδιοφωνικὸν σταθμὸν τοῦ Πεκίνου διὰ νὰ πληροφορηθῇ τις, ὅτι ἑκατομμύρια νέων στέλλονται εἰς τὴν ὕπαιθρον διὰ νὰ ἐργασθοῦν ὡς ἀγρόται... Ἡ ἀπομάκρυνσις τῶν νέων ἀπὸ τὰς πόλεις ἀποτελεῖ μέρος τῆς πολιτικῆς τοῦ Πεκίνου... (1239, 312, 1397, 424)
article-body: ΑΘΗΝΑΙ, 24. – Δι' ἀποφάσεως τοῦ ὑπουργοῦ Δημοσίων Ἔργων ἀπαγορεύεται ἡ κυκλοφορία εἰς τὸ ὁδικὸν δίκτυον τῶν ὀχημάτων τῶν ἐργοταξίων... (466, 374, 649, 430)
school-item-title: ΦΡΟΝΤΙΣΤΗΡΙΑ Β. ΚΩΝΣΤΑΝΤΙΝΙΔΗ (980, 954, 1192, 967)
ad-title: ΠΡΟ-ΠΟ (750, 1809, 1142, 1913)
ad-head: ΕΚΔΡΟΜΑΙ (525, 1520, 590, 1533)
school-item-title: ΦΡΟΝΤΙΣΤΗΡΙΑ Β. ΚΩΝΣΤΑΝΤΙΝΙΔΗ (980, 902, 1192, 915)
ad-sub: ΕΝΤΑΤΙΚΑ ΚΑΙ ΥΠΕΡΕΝΤΑΤΙΚΑ ΤΜΗΜΑΤΑ ΑΠΟ 1ης ΙΟΥΛΙΟΥ (1258, 1863, 1546, 1887)
article-title: ΤΟ ΝΕΟΝ ΣΥΜΒΟΥΛΙΟΝ ΤΑΜΕΙΟΥ ΠΑΡΑΚΑΤΑΘΗΚΩΝ ΚΑΙ ΔΑΝΕΙΩΝ (472, 538, 643, 576)
notice-item-title: ΕΚΤΥΠΩΣΙΣ ΕΝΤΥΠΩΝ ΚΑΙ ΕΙΣΙΤΗΡΙΩΝ (866, 469, 1021, 495)
ad-text: Τὰ ὑποψήφιοι διὰ τὴν Α' τάξεως τοῦ Γυμνασίου λειτουργεῖ εἰς τὸ Σχολὴ καθημερινὸς φροντιστήριον ὑπὸ καθηγητῶν, δωρεάν. Πληροφορίαι ὑπάδηλοι ὁποιαδήποτε ἐργασίμου ἡμέρα, ὥρας 9 π.μ. – 1 μ.μ. καὶ 6-7 μ.μ. εἰς Σχολήν. (49, 1989, 435, 2040)
ad-text: ΤΗΣ ΕΜΠΟΡΙΚΗΣ ΤΡΑΠΕΖΗΣ ΤΗΣ ΕΛΛΑΔΟΣ Α. Ε. (64, 1440, 426, 1456)
ad-mykonos (466, 1515, 649, 1649)
ad-address: Πλατεία Ναυαρίνου 19. Τηλ. 74.509, 35.320, 28.220 (483, 1615, 632, 1633)
page-label: Σελίς 6 (41, 39, 155, 106)
ad-title: ΕΚΠΑΙΔΕΥΤΗΡΙΑ ΘΗΛΕΩΝ (107, 1831, 383, 1856)
article-body: ΑΘΗΝΑΙ, 24. – Δι' ἀποφάσεως τοῦ ὑπουργοῦ Ἐμπορικῆς Ναυτιλίας ἐνεκρίθη ἡ ἐξαγορὰ φορτηγίδων ὑπὸ τοῦ Ὀργανισμοῦ Λιμένος Θεσσαλονίκης ἀντὶ συνολικῆς δαπάνης... (466, 90, 649, 158)
prize-brand: ΑΗΔΟΝΟΠΟΥΛΟΥ (1038, 2155, 1209, 2178)
ad-item: • ΕΞΑΤΑΞΙΟΝ ΓΥΜΝΑΣΙΟΝ ΘΗΛΕΩΝ (49, 1687, 290, 1703)
ad-gifts: ΔΩΡΑ (844, 1745, 1048, 1816)
notice-item-title: ΕΚΠΟΙΗΣΙΣ ΑΧΡΗΣΤΩΝ ΔΙΑΛΥΜΑΤΩΝ (875, 93, 1012, 119)
prize-model: ΜΟΝΤΕΛΟ CAMBRIDGE ELECTROMATIC (676, 2209, 889, 2219)
ad-text: ΠΛΗΡΩΣ ΑΥΤΟΜΑΤΑ ΤΗΝ ΘΕΡΜΟΚΡΑΣΙΑ ΕΞΑΣΦΑΛΙΖΟΥΝ ΚΑΘΑΡΗ ΑΤΜΟΣΦΑΙΡΑ (472, 1827, 613, 1857)
air-conditioner-icon (482, 1751, 633, 1823)
signature: ΣΠΥΡΙΔΩΝ ΠΟΡΦΥΡΗΣ (341, 1260, 449, 1269)
ad-item: • ΜΕΙΚΤΟΝ ΝΗΠΙΑΓΩΓΕΙΟΝ (49, 1957, 220, 1971)
article-body: ΝΕΑ ΥΟΡΚΗ, 24. (Ἰδ. Ὑπ.). – Κατὰ πληροφορίας ἐκ Μόντρεαλ ἡ διεθνὴς ἀστυνομία («Ἰντερπόλ») ἐξετάζει τὰ μέτρα διὰ τὴν πρόληψιν τῶν ἀεροπειρατειῶν... Αἱ ἀεροπορικαὶ ἑταιρεῖαι ἔχουν ἐγκαταστήσει συσκευὰς ἀνιχνεύσεως μετάλλων... (1239, 1206, 1397, 1307)
notices-banner: Διακηρύξεις – Δημοπρασίαι (664, 39, 1223, 89)
school-item-body: ΘΕΩΡΙΑ – ΠΡΑΞΙΣ. Ἔναρξις θερινῶν 1.7.70. (664, 967, 876, 977)
ad-text: ΧΑΣΙΝΟΡΑ ΤΕΡΙΑΕΝ ἀπὸ 280 – 160. ΤΕΓΑΛΑ ἀπὸ 130 – 120. ΧΕΙΜΕΡΙΝΑ ΑΠΟ 400 – 70. ΣΤΡΩΜΑΤΑ ἀπὸ 200. ΕΙΔΗ ΚΟΥΖΙΝΑΣ... (1245, 1588, 1553, 1609)
notice-item-title: ΠΡΟΜΗΘΕΙΑ ΔΙΣΚΩΝ ΝΟΣΗΛΕΙΑΣ (1070, 286, 1196, 313)
headline: Ὅλοι οἱ ὠργισμένοι νέοι ἐξηφανίσθησαν ἀπὸ τὰς κινεζικὰς πόλεις (1246, 61, 1559, 232)
article-body: Μία ἀπὸ τὰς ἰαπωνικὰς ζωὰς πού παρουσιάζει ἀναλόγως ἐκ τὴς ἀλματώδους θεαματικὰς ἀναπτύξεως, εἶναι ἡ πίστις ἐκ νεωτερισμῶν ἰαπωνικῶν εἰς τὰς τελειωτικὰς ἀρχὰς καὶ πράξεις τῶν προγόνων, διὰ τὸν μαντικὸν τρόπον ζωῆς... Οἱ μάντεις ἐξασφαλίζουν ἀρκετὰ σημαντικὸ εἰσόδημα ἀπὸ τοὺς πελάτας των, οἱ ὁποῖοι πιστεύουν εἰς τὰς προλέψεις καὶ τὰς τύχας. (41, 389, 239, 523)
article-body: ΝΕΑ ΥΟΡΚΗ, 24. (Ἰδ. Ὑπ.). – Κατὰ πληροφορίας ἐκ Μόντρεαλ ἡ διεθνὴς ἀστυνομία («Ἰντερπόλ») ἐξετάζει τὰ μέτρα διὰ τὴν πρόληψιν τῶν ἀεροπειρατειῶν... Αἱ ἀεροπορικαὶ ἑταιρεῖαι ἔχουν ἐγκαταστήσει συσκευὰς ἀνιχνεύσεως μετάλλων... (1239, 1116, 1397, 1217)
ad-brand: «MYKONOS TOURS» (475, 1598, 640, 1615)
prize-count: 2 (682, 1361, 734, 1457)
doctor-item: ΔΗΜΗΤΡΙΟΣ Γ. ΓΡΗΓΟΡΙΑΔΗΣ – εἰδικὸς χειρουργὸς θώρακος (854, 1100, 1034, 1122)
ad-text: ΠΑΡΙΣΙ – ΛΟΝΔΙΝΟ – ΡΩΜΗ ... ΙΣΠΑΝΙΑ – ΠΟΡΤΟΓΑΛΛΙΑ ... ΚΑΙΡΟΝ – ΛΟΥΞΟΡ (487, 1552, 628, 1585)
article-body: Μία ἀπὸ τὰς ἰαπωνικὰς ζωὰς πού παρουσιάζει ἀναλόγως ἐκ τὴς ἀλματώδους θεαματικὰς ἀναπτύξεως, εἶναι ἡ πίστις ἐκ νεωτερισμῶν ἰαπωνικῶν εἰς τὰς τελειωτικὰς ἀρχὰς καὶ πράξεις τῶν προγόνων, διὰ τὸν μαντικὸν τρόπον ζωῆς... Οἱ μάντεις ἐξασφαλίζουν (251, 1018, 449, 1117)
second-headline: ΘΑ ΒΕΒΡΟΥΝΤΑΙ ΔΟΛΙΟΦΘΟΡΑ ΤΟΥ ΕΘΝΙΚΟΥ ΠΛΟΥΤΟΥ ΑΙ ΠΡΟΚΑΛΟΥΜΕΝΑΙ ΥΠΟ ΠΟΛΙΤΩΝ ΠΥΡΚΑΙΑΙ ΕΙΣ ΔΑΣΗ (47, 1134, 443, 1165)
ad-text: Αἱ εἰσιτήριοι ἐξετάσεις διὰ τὴν Α' γυμνασίου θὰ γίνουν τὴν 4ην Ἰουλίου. ΛΕΙΤΟΥΡΓΕΙ ΦΡΟΝΤΙΣΤΗΡΙΟΝ δωρεάν. (1258, 1991, 1546, 2011)
school-item-title: ΔΑΚΤΥΛΟΓΡΑΦΙΑ (750, 902, 854, 915)
column-3 (664, 39, 1223, 1209)
ad-origin: ΑΜΕΡΙΚΗΣ (472, 1737, 524, 1747)
kicker: Παρά τὴν τεραστίαν ἀνάπτυξιν (160, 45, 366, 92)
school-item (949, 954, 1223, 1000)
prize-count: 10 (959, 2125, 1031, 2192)
prize-count: 10 (959, 2189, 1031, 2256)
ad-footer-brand: ΠΡΟ-ΠΟ (672, 2277, 753, 2301)
classified: ΓΕΡΜΑΝΟΣ ἐτῶν 40 ἐπιθυμεῖ νὰ γνωρισθῇ μὲ Ἑλληνίδα μέχρι 25 ἐτῶν... (466, 1261, 649, 1294)
ad-subtitle: ΞΕΝΟΔΟΧΕΙΑ ΛΟΥΤΡΑ ΚΑΤΕΔΑΦΙΣΕΩΣ (1245, 1575, 1560, 1588)
ad-name: ΣΒΑΡΝΑ (1330, 1829, 1475, 1863)
ad-address: Α. ΒΑΣ. ΟΛΓΑΣ 121. ΤΗΛ. 830.359 (124, 1895, 366, 1910)
ad-american-school (1239, 2042, 1566, 2210)
ad-remington (466, 1399, 649, 1509)
column-1 (41, 39, 449, 2046)
